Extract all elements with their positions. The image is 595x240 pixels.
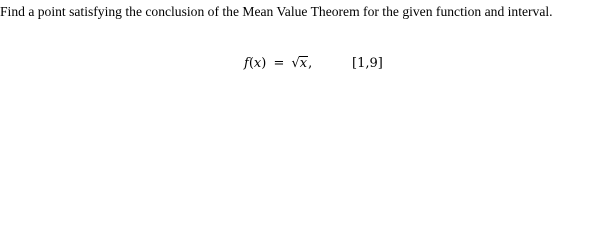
function-variable: x [253, 56, 262, 71]
function-name: f [244, 56, 249, 71]
equals-sign: = [273, 56, 285, 71]
open-paren: ( [248, 56, 254, 71]
question-text: Find a point satisfying the conclusion of the Mean Value Theorem for the given function and interval. [0, 4, 553, 19]
problem-statement [0, 0, 595, 80]
function-definition [244, 54, 312, 76]
radicand: x [299, 56, 308, 71]
square-root [292, 54, 309, 74]
formula-comma: , [308, 56, 313, 71]
close-paren: ) [261, 56, 267, 71]
interval: [1,9] [352, 56, 383, 71]
radical-sign: √ [291, 56, 300, 71]
